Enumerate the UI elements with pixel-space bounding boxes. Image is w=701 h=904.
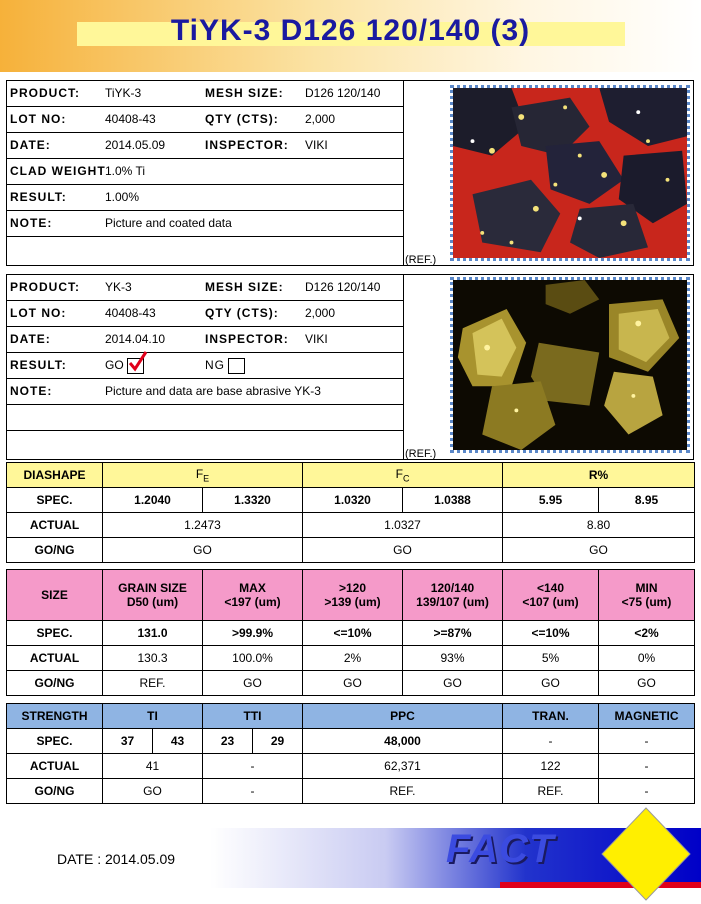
lot-value: 40408-43 — [105, 306, 156, 320]
gong-cell: GO — [403, 671, 503, 696]
size-table — [6, 569, 695, 696]
actual-cell: 5% — [503, 646, 599, 671]
info-block-coated — [6, 80, 694, 266]
header-line: 139/107 (um) — [416, 595, 489, 609]
actual-cell: 130.3 — [103, 646, 203, 671]
actual-cell: 100.0% — [203, 646, 303, 671]
note-value: Picture and coated data — [105, 216, 232, 230]
ref-label-coated: (REF.) — [405, 254, 437, 266]
fe-header — [103, 463, 303, 488]
actual-cell: 122 — [503, 754, 599, 779]
gong-cell: REF. — [303, 779, 503, 804]
strength-label: STRENGTH — [7, 704, 103, 729]
actual-cell: - — [203, 754, 303, 779]
row-result — [7, 185, 404, 211]
row-clad — [7, 159, 404, 185]
size-spec-row — [7, 621, 695, 646]
actual-cell: 0% — [599, 646, 695, 671]
diashape-gong-row — [7, 538, 695, 563]
header-line: GRAIN SIZE — [118, 581, 187, 595]
result-label: RESULT: — [10, 358, 67, 372]
gong-cell: - — [599, 779, 695, 804]
spec-cell: 23 — [203, 729, 253, 754]
spec-cell: - — [503, 729, 599, 754]
inspector-label: INSPECTOR: — [205, 332, 289, 346]
max-header — [203, 570, 303, 621]
header-line: <75 (um) — [621, 595, 672, 609]
header-line: >139 (um) — [324, 595, 381, 609]
spec-cell: 1.0388 — [403, 488, 503, 513]
r-percent-header: R% — [503, 463, 695, 488]
actual-cell: 1.2473 — [103, 513, 303, 538]
gong-cell: REF. — [503, 779, 599, 804]
actual-cell: 41 — [103, 754, 203, 779]
size-label: SIZE — [7, 570, 103, 621]
spec-cell: <2% — [599, 621, 695, 646]
spec-cell: 1.2040 — [103, 488, 203, 513]
strength-spec-row — [7, 729, 695, 754]
strength-table — [6, 703, 695, 804]
header-line: 120/140 — [430, 581, 475, 595]
diashape-table — [6, 462, 695, 563]
header-line: MIN — [635, 581, 658, 595]
actual-label: ACTUAL — [7, 754, 103, 779]
diashape-spec-row — [7, 488, 695, 513]
date-value: 2014.05.09 — [105, 138, 166, 152]
ppc-header: PPC — [303, 704, 503, 729]
info-block-base — [6, 274, 694, 460]
lot-label: LOT NO: — [10, 112, 67, 126]
gong-cell: GO — [503, 538, 695, 563]
date-label: DATE: — [10, 332, 51, 346]
actual-cell: 93% — [403, 646, 503, 671]
inspector-value: VIKI — [305, 138, 328, 152]
under-140-header — [503, 570, 599, 621]
lot-label: LOT NO: — [10, 306, 67, 320]
lot-value: 40408-43 — [105, 112, 156, 126]
go-option — [105, 353, 144, 378]
fc-symbol: F — [395, 466, 403, 481]
row-note — [7, 379, 404, 405]
header-line: >120 — [338, 581, 367, 595]
fc-subscript: C — [402, 473, 410, 484]
yellow-diamond-icon — [600, 806, 692, 902]
page-title: TiYK-3 D126 120/140 (3) — [170, 14, 531, 47]
diashape-header-row — [7, 463, 695, 488]
spec-cell: 48,000 — [303, 729, 503, 754]
clad-value: 1.0% Ti — [105, 164, 146, 178]
note-label: NOTE: — [10, 216, 53, 230]
ng-checkbox[interactable] — [228, 358, 245, 374]
strength-gong-row — [7, 779, 695, 804]
gong-cell: GO — [503, 671, 599, 696]
row-lot — [7, 301, 404, 327]
base-crystal-photo — [450, 277, 690, 453]
strength-actual-row — [7, 754, 695, 779]
spec-label: SPEC. — [7, 621, 103, 646]
ref-label-base: (REF.) — [405, 448, 437, 460]
spec-cell: 43 — [153, 729, 203, 754]
ng-option — [205, 353, 245, 378]
header-line: MAX — [239, 581, 266, 595]
gong-cell: GO — [203, 671, 303, 696]
note-label: NOTE: — [10, 384, 53, 398]
go-checkbox[interactable] — [127, 358, 144, 374]
actual-label: ACTUAL — [7, 646, 103, 671]
actual-label: ACTUAL — [7, 513, 103, 538]
size-gong-row — [7, 671, 695, 696]
clad-label: CLAD WEIGHT — [10, 164, 106, 178]
size-header-row — [7, 570, 695, 621]
gong-cell: - — [203, 779, 303, 804]
spec-cell: 1.0320 — [303, 488, 403, 513]
diashape-label: DIASHAPE — [7, 463, 103, 488]
gong-label: GO/NG — [7, 779, 103, 804]
product-value: YK-3 — [105, 280, 132, 294]
inspector-value: VIKI — [305, 332, 328, 346]
actual-cell: - — [599, 754, 695, 779]
spec-cell: <=10% — [503, 621, 599, 646]
qty-value: 2,000 — [305, 306, 336, 320]
spec-cell: 8.95 — [599, 488, 695, 513]
product-label: PRODUCT: — [10, 280, 80, 294]
inspector-label: INSPECTOR: — [205, 138, 289, 152]
date-value: 2014.04.10 — [105, 332, 166, 346]
over-120-header — [303, 570, 403, 621]
spec-cell: 29 — [253, 729, 303, 754]
fe-symbol: F — [195, 466, 204, 481]
fc-header — [303, 463, 503, 488]
info-table-coated — [7, 81, 404, 265]
row-product — [7, 81, 404, 107]
gong-cell: GO — [599, 671, 695, 696]
row-empty — [7, 405, 404, 431]
fe-subscript: E — [203, 473, 210, 484]
note-value: Picture and data are base abrasive YK-3 — [105, 384, 321, 398]
actual-cell: 1.0327 — [303, 513, 503, 538]
row-note — [7, 211, 404, 237]
spec-cell: >99.9% — [203, 621, 303, 646]
gong-cell: GO — [103, 538, 303, 563]
spec-cell: 37 — [103, 729, 153, 754]
range-120-140-header — [403, 570, 503, 621]
ng-label: NG — [205, 358, 225, 372]
gong-cell: GO — [303, 538, 503, 563]
date-label: DATE: — [10, 138, 51, 152]
grain-size-header — [103, 570, 203, 621]
header-line: D50 (um) — [126, 595, 179, 609]
base-crystal-image — [453, 280, 687, 450]
go-label: GO — [105, 358, 124, 372]
diashape-actual-row — [7, 513, 695, 538]
result-label: RESULT: — [10, 190, 67, 204]
row-date — [7, 327, 404, 353]
mesh-label: MESH SIZE: — [205, 280, 284, 294]
mesh-value: D126 120/140 — [305, 86, 381, 100]
product-value: TiYK-3 — [105, 86, 142, 100]
ti-header: TI — [103, 704, 203, 729]
header-line: <197 (um) — [224, 595, 281, 609]
actual-cell: 62,371 — [303, 754, 503, 779]
row-date — [7, 133, 404, 159]
spec-cell: 5.95 — [503, 488, 599, 513]
header-line: <107 (um) — [522, 595, 579, 609]
spec-cell: <=10% — [303, 621, 403, 646]
result-value: 1.00% — [105, 190, 140, 204]
magnetic-header: MAGNETIC — [599, 704, 695, 729]
spec-cell: 1.3320 — [203, 488, 303, 513]
coated-crystal-photo — [450, 85, 690, 261]
mesh-label: MESH SIZE: — [205, 86, 284, 100]
gong-cell: REF. — [103, 671, 203, 696]
tti-header: TTI — [203, 704, 303, 729]
fact-logo: FACT — [446, 827, 555, 871]
spec-cell: 131.0 — [103, 621, 203, 646]
header-line: <140 — [536, 581, 565, 595]
row-product — [7, 275, 404, 301]
min-header — [599, 570, 695, 621]
qty-label: QTY (CTS): — [205, 112, 279, 126]
spec-cell: - — [599, 729, 695, 754]
spec-cell: >=87% — [403, 621, 503, 646]
actual-cell: 2% — [303, 646, 403, 671]
gong-label: GO/NG — [7, 671, 103, 696]
qty-value: 2,000 — [305, 112, 336, 126]
product-label: PRODUCT: — [10, 86, 80, 100]
qty-label: QTY (CTS): — [205, 306, 279, 320]
gong-label: GO/NG — [7, 538, 103, 563]
footer-date: DATE : 2014.05.09 — [57, 851, 176, 867]
spec-label: SPEC. — [7, 488, 103, 513]
actual-cell: 8.80 — [503, 513, 695, 538]
row-lot — [7, 107, 404, 133]
row-result — [7, 353, 404, 379]
info-table-base — [7, 275, 404, 459]
tran-header: TRAN. — [503, 704, 599, 729]
mesh-value: D126 120/140 — [305, 280, 381, 294]
gong-cell: GO — [103, 779, 203, 804]
size-actual-row — [7, 646, 695, 671]
spec-label: SPEC. — [7, 729, 103, 754]
coated-crystal-image — [453, 88, 687, 258]
strength-header-row — [7, 704, 695, 729]
checkmark-icon — [127, 351, 149, 373]
gong-cell: GO — [303, 671, 403, 696]
